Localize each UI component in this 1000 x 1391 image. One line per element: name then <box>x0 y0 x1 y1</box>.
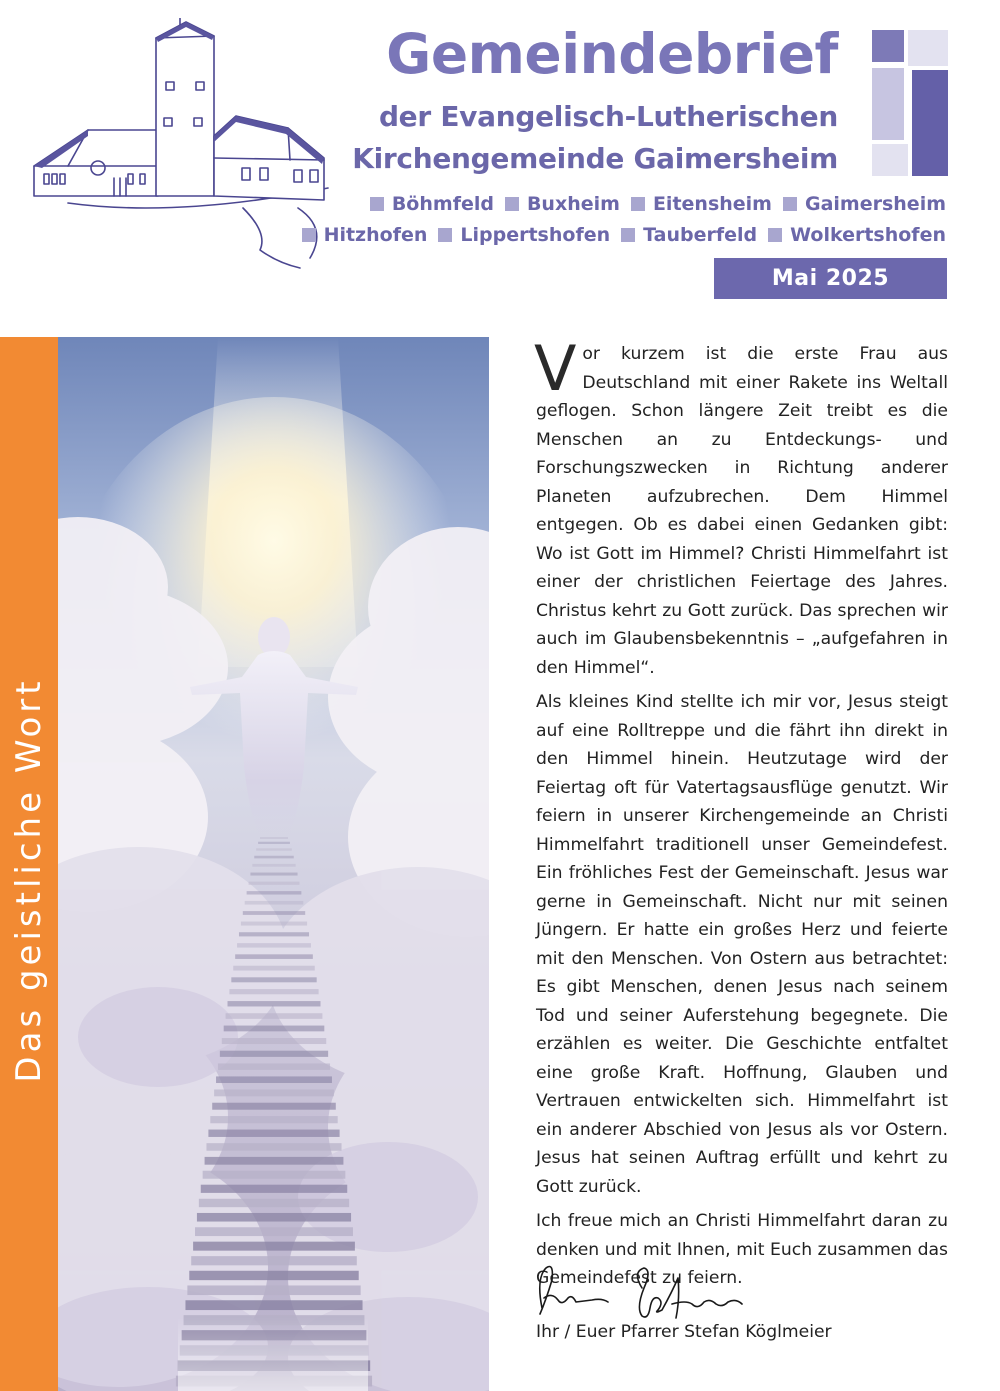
stair-step <box>206 1143 341 1151</box>
square-bullet-icon <box>302 228 316 242</box>
stair-step <box>237 943 311 947</box>
village-item <box>783 193 946 215</box>
stair-step <box>210 1116 337 1123</box>
village-name: Eitensheim <box>652 193 772 215</box>
stair-step <box>241 922 307 926</box>
stair-step <box>220 1051 328 1057</box>
stair-step <box>191 1256 357 1265</box>
stair-step <box>203 1171 346 1179</box>
village-item <box>370 193 494 215</box>
stair-step <box>197 1213 351 1222</box>
subtitle-line-1: der Evangelisch-Lutherischen <box>378 100 838 133</box>
stair-step <box>222 1038 326 1044</box>
stair-step <box>243 911 305 915</box>
village-name: Gaimersheim <box>804 193 946 215</box>
drop-cap: V <box>534 332 577 405</box>
stair-step <box>256 848 292 850</box>
square-bullet-icon <box>783 197 797 211</box>
stair-step <box>250 873 297 876</box>
village-name: Lippertshofen <box>460 224 611 246</box>
stair-step <box>212 1103 336 1110</box>
stair-step <box>187 1285 360 1295</box>
article-paragraph-2: Als kleines Kind stellte ich mir vor, Jesus steigt auf eine Rolltreppe und die fährt ihn direkt in den Himmel hinein. Heutzutage wird der Feiertag oft für Vatertagsausflüge genutzt. Wir feiern in unserer Kirchengemeinde an Christi Himmelfahrt traditionell unser Gemeindefest. Ein fröhliches Fest der Gemeinschaft. Jesus war gerne in Gemeinschaft. Nicht nur mit seinen Jüngern. Er hatte ein großes Herz und feierte mit den Menschen. Von Ostern aus betrachtet: Es gibt Menschen, denen Jesus nach seinem Tod und seiner Auferstehung begegnete. Die erzählen es weiter. Die Geschichte entfaltet eine große Kraft. Hoffnung, Glauben und Vertrauen entwickelten sich. Himmelfahrt ist ein anderer Abschied von Jesus als vor Ostern. Jesus hat seinen Auftrag erfüllt und kehrt zu Gott zurück. <box>536 692 948 1197</box>
village-name: Böhmfeld <box>391 193 494 215</box>
deco-block <box>912 70 948 176</box>
village-item <box>621 224 757 246</box>
village-name: Hitzhofen <box>323 224 428 246</box>
stair-step <box>249 882 300 885</box>
stair-step <box>214 1089 334 1096</box>
stair-step <box>228 1001 321 1006</box>
villages-row <box>302 224 946 246</box>
publication-title: Gemeindebrief <box>386 22 838 86</box>
handwritten-signature <box>532 1248 772 1328</box>
stair-step <box>199 1199 349 1207</box>
deco-block <box>908 30 948 66</box>
article-body <box>534 332 948 1299</box>
stair-step <box>245 901 304 905</box>
paragraph-text: or kurzem ist die erste Frau aus Deutschland mit einer Rakete ins Weltall geflogen. Schon längere Zeit treibt es die Menschen an zu Entdeckungs- und Forschungszwecken in Richtung anderer Planeten aufzubrechen. Dem Himmel entgegen. Ob es dabei einen Gedanken gibt: Wo ist Gott im Himmel? Christi Himmelfahrt ist einer der christlichen Feiertage des Jahres. Christus kehrt zu Gott zurück. Das sprechen wir auch im Glaubensbekenntnis – „aufgefahren in den Himmel“. <box>536 344 948 678</box>
stair-step <box>233 966 315 971</box>
village-item <box>768 224 946 246</box>
village-name: Buxheim <box>526 193 620 215</box>
stair-step <box>216 1076 332 1083</box>
stair-step <box>201 1185 347 1193</box>
article-paragraph-3: Ich freue mich an Christi Himmelfahrt daran zu denken und mit Ihnen, mit Euch zusammen das Gemeindefest zu feiern. <box>536 1211 948 1288</box>
deco-block <box>872 68 904 140</box>
village-item <box>302 224 428 246</box>
article-paragraph-1 <box>534 332 948 682</box>
stair-step <box>224 1026 325 1032</box>
square-bullet-icon <box>370 197 384 211</box>
stair-step <box>226 1013 323 1019</box>
stair-step <box>193 1242 355 1251</box>
stair-step <box>189 1271 358 1280</box>
subtitle-line-2: Kirchengemeinde Gaimersheim <box>352 142 838 175</box>
village-item <box>631 193 772 215</box>
sign-off: Ihr / Euer Pfarrer Stefan Köglmeier <box>536 1322 832 1342</box>
decorative-blocks <box>872 30 948 176</box>
square-bullet-icon <box>621 228 635 242</box>
stair-step <box>235 954 313 959</box>
stair-step <box>252 864 295 867</box>
village-item <box>505 193 620 215</box>
stair-step <box>195 1227 353 1236</box>
village-item <box>438 224 610 246</box>
section-label: Das geistliche Wort <box>9 677 49 1083</box>
ascension-illustration <box>58 337 489 1391</box>
village-name: Tauberfeld <box>643 224 758 246</box>
deco-block <box>872 30 904 62</box>
square-bullet-icon <box>438 228 452 242</box>
stair-step <box>239 932 309 936</box>
square-bullet-icon <box>505 197 519 211</box>
issue-date: Mai 2025 <box>771 266 890 291</box>
stair-step <box>185 1300 362 1310</box>
stair-step <box>258 842 290 844</box>
stair-step <box>208 1130 339 1137</box>
stair-step <box>205 1157 344 1165</box>
village-name: Wolkertshofen <box>790 224 946 246</box>
stair-step <box>247 891 302 894</box>
stair-step <box>218 1063 330 1069</box>
issue-date-badge <box>714 258 947 299</box>
square-bullet-icon <box>768 228 782 242</box>
stair-step <box>231 977 316 982</box>
villages-row <box>370 193 946 215</box>
deco-block <box>872 144 908 176</box>
square-bullet-icon <box>631 197 645 211</box>
stair-step <box>229 989 318 994</box>
stair-step <box>254 856 293 859</box>
stair-step <box>260 837 288 839</box>
church-logo <box>28 18 348 273</box>
